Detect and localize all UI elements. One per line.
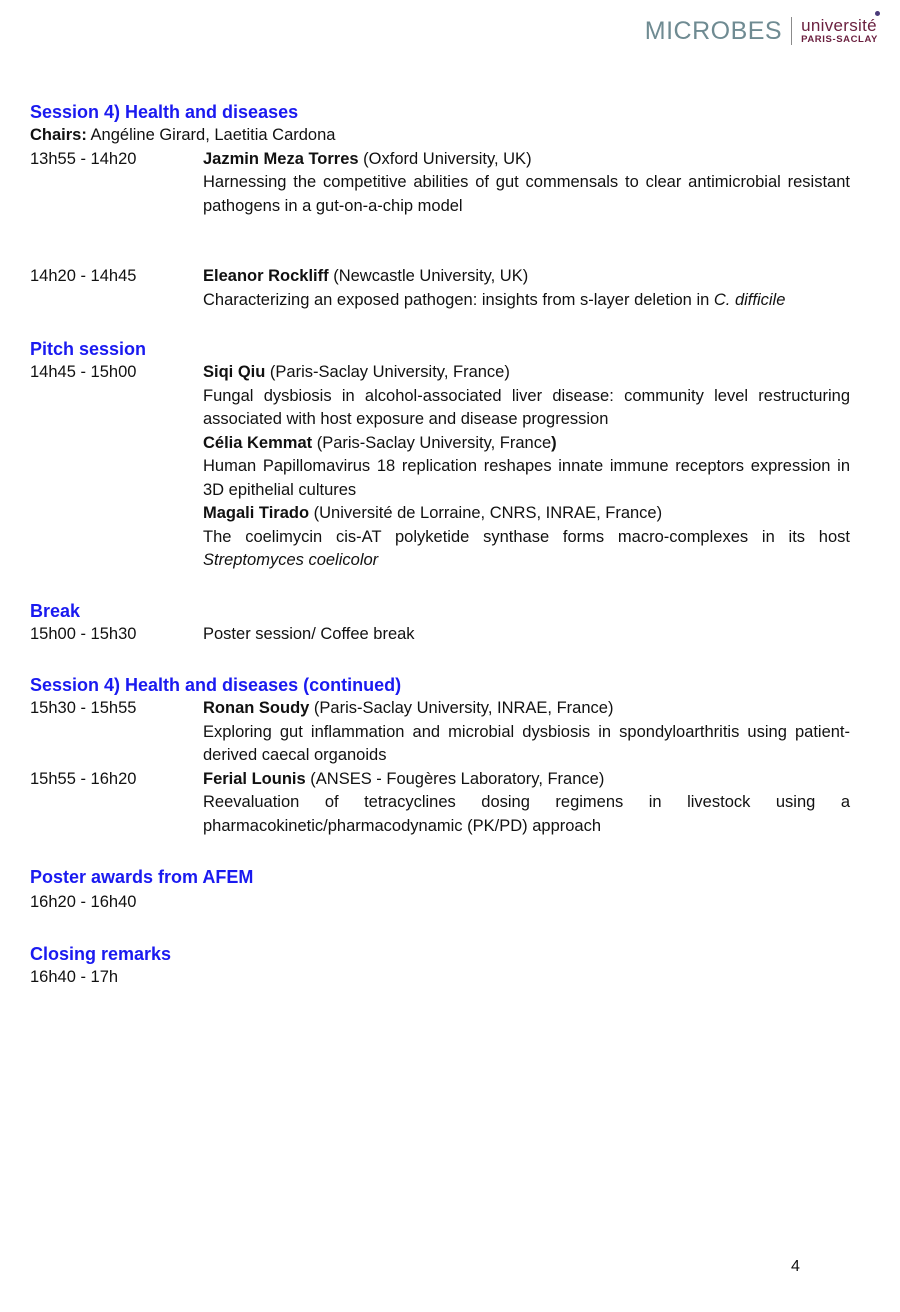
closing-time: 16h40 - 17h xyxy=(30,967,119,986)
speaker-name: Célia Kemmat xyxy=(203,433,313,452)
talk-time: 15h55 - 16h20 xyxy=(30,769,137,788)
talk-title-italic: C. difficile xyxy=(713,290,786,309)
speaker-name: Magali Tirado xyxy=(203,504,310,522)
speaker-name: Ronan Soudy xyxy=(203,699,310,717)
speaker-affiliation: (Paris-Saclay University, France xyxy=(312,433,552,452)
talk-row xyxy=(30,148,850,219)
talk-title: Exploring gut inflammation and microbial dysbiosis in spondyloarthritis using patient-derived caecal organoids xyxy=(203,722,850,764)
pitch-talks xyxy=(203,361,850,573)
chairs-line xyxy=(30,124,850,148)
talk-detail xyxy=(203,768,850,839)
talk-title: Harnessing the competitive abilities of gut commensals to clear antimicrobial resistant pathogens in a gut-on-a-chip model xyxy=(203,173,850,215)
speaker-affiliation: (Paris-Saclay University, INRAE, France) xyxy=(309,699,614,717)
break-row xyxy=(30,623,850,647)
microbes-logo-text: MICROBES xyxy=(644,16,783,45)
speaker-name: Jazmin Meza Torres xyxy=(203,149,359,168)
talk-title: Human Papillomavirus 18 replication reshapes innate immune receptors expression in 3D epithelial cultures xyxy=(203,457,850,499)
talk-title xyxy=(203,289,850,313)
speaker-affiliation: (Paris-Saclay University, France) xyxy=(265,363,510,381)
section-title-awards: Poster awards from AFEM xyxy=(30,867,254,887)
talk-time: 15h30 - 15h55 xyxy=(30,699,137,717)
chairs-names: Angéline Girard, Laetitia Cardona xyxy=(90,126,336,144)
speaker-affiliation: (Oxford University, UK) xyxy=(358,149,532,168)
logo-divider xyxy=(791,17,792,45)
talk-row xyxy=(30,265,850,312)
break-desc: Poster session/ Coffee break xyxy=(203,624,415,643)
talk-title-text: Characterizing an exposed pathogen: insights from s-layer deletion in xyxy=(203,290,714,309)
speaker-affiliation: (ANSES - Fougères Laboratory, France) xyxy=(305,769,605,788)
talk-title xyxy=(203,526,850,573)
talk-title-italic: Streptomyces coelicolor xyxy=(203,551,379,569)
program-content xyxy=(30,100,850,989)
speaker-name: Siqi Qiu xyxy=(203,363,266,381)
section-title-session4-continued: Session 4) Health and diseases (continued) xyxy=(30,675,402,695)
talk-time: 14h20 - 14h45 xyxy=(30,267,137,285)
talk-detail xyxy=(203,148,850,219)
talk-title: Fungal dysbiosis in alcohol-associated liver disease: community level restructuring associated with host exposure and disease progression xyxy=(203,386,850,428)
universite-paris-saclay-logo xyxy=(801,17,878,45)
pitch-time: 14h45 - 15h00 xyxy=(30,363,137,381)
section-title-break: Break xyxy=(30,600,81,621)
talk-detail xyxy=(203,697,850,768)
affiliation-close: ) xyxy=(551,433,557,452)
page-number: 4 xyxy=(791,1258,800,1275)
section-title-session4: Session 4) Health and diseases xyxy=(30,102,299,122)
talk-detail xyxy=(203,265,850,312)
chairs-label: Chairs: xyxy=(30,126,87,144)
awards-time: 16h20 - 16h40 xyxy=(30,893,137,911)
logo-dot-icon xyxy=(875,11,880,16)
speaker-affiliation: (Newcastle University, UK) xyxy=(328,267,529,285)
speaker-affiliation: (Université de Lorraine, CNRS, INRAE, France) xyxy=(309,504,663,522)
header-logo xyxy=(645,14,878,48)
break-time: 15h00 - 15h30 xyxy=(30,624,137,643)
section-title-pitch: Pitch session xyxy=(30,339,147,359)
talk-row xyxy=(30,697,850,768)
pitch-row xyxy=(30,361,850,573)
logo-univ-top: université xyxy=(801,16,877,36)
talk-time: 13h55 - 14h20 xyxy=(30,149,137,168)
speaker-name: Eleanor Rockliff xyxy=(203,267,329,285)
talk-title: Reevaluation of tetracyclines dosing regimens in livestock using a pharmacokinetic/pharmacodynamic (PK/PD) approach xyxy=(203,793,850,835)
section-title-closing: Closing remarks xyxy=(30,943,172,964)
logo-univ-bottom: PARIS-SACLAY xyxy=(801,34,878,46)
talk-title-text: The coelimycin cis-AT polyketide synthase forms macro-complexes in its host xyxy=(203,527,850,546)
talk-row xyxy=(30,768,850,839)
speaker-name: Ferial Lounis xyxy=(203,769,306,788)
